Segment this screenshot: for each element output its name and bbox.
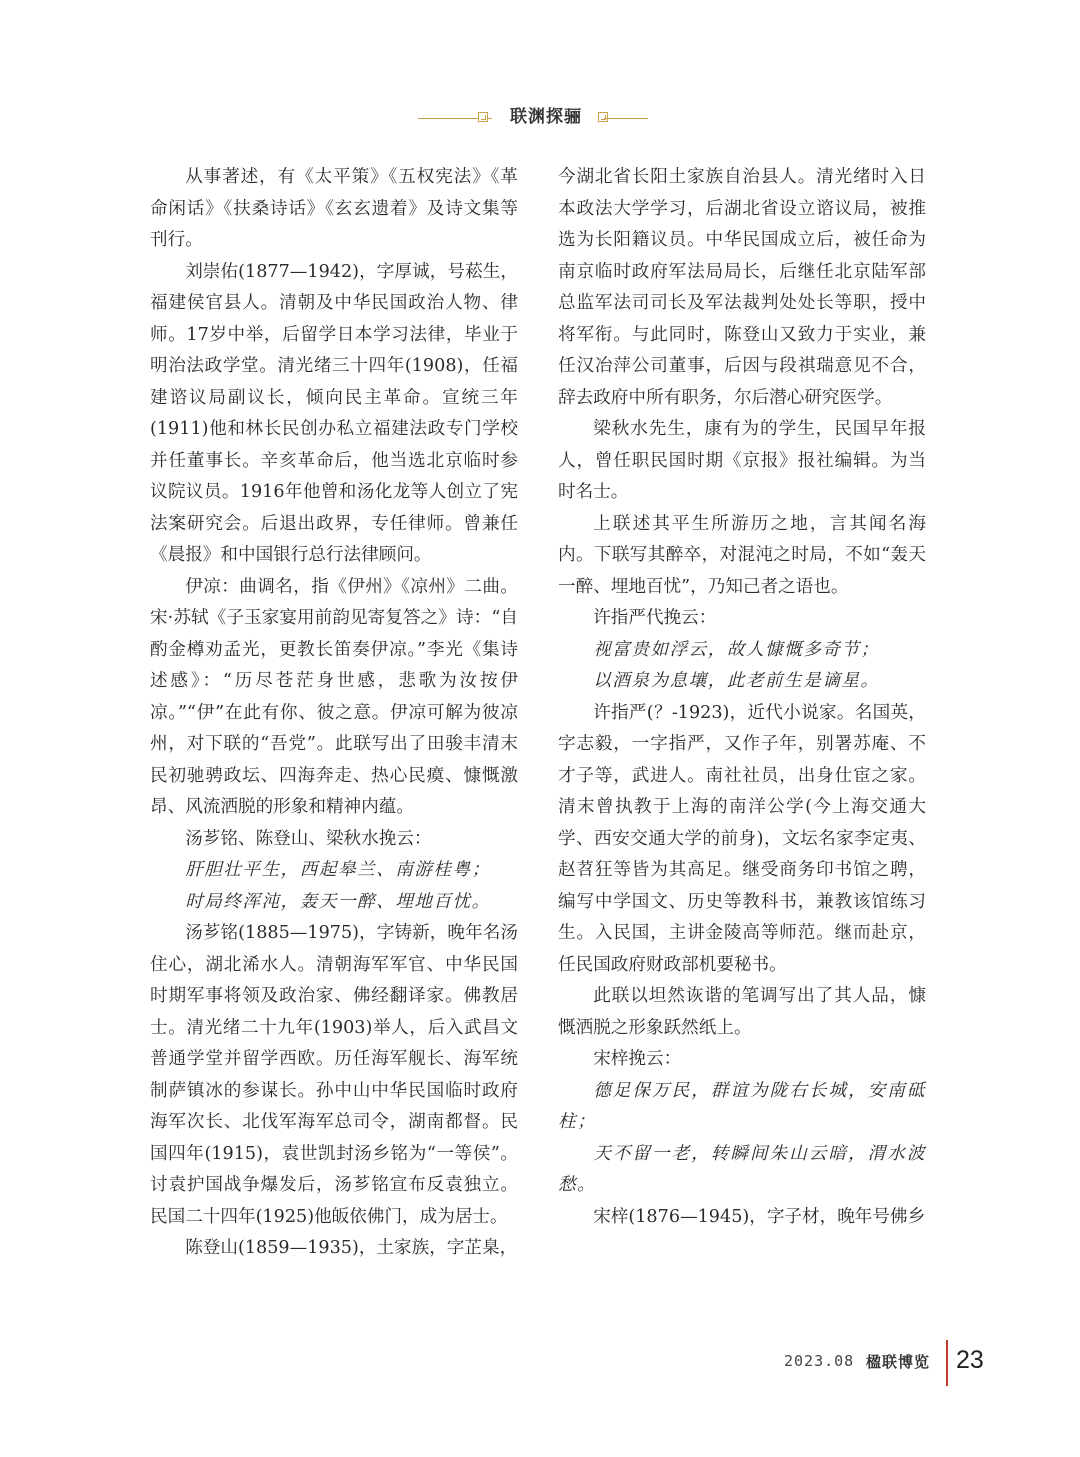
- header-ornament-left-icon: [478, 112, 488, 122]
- paragraph: 此联以坦然诙谐的笔调写出了其人品，慷慨洒脱之形象跃然纸上。: [558, 986, 926, 1038]
- paragraph: 伊凉：曲调名，指《伊州》《凉州》二曲。宋·苏轼《子玉家宴用前韵见寄复答之》诗：“自酌金樽劝孟光，更教长笛奏伊凉。”李光《集诗述感》：“历尽苍茫身世感，悲歌为汝按伊凉。”“伊”在此有你、彼之意。伊凉可解为彼凉州，对下联的“吾党”。此联写出了田骏丰清末民初驰骋政坛、四海奔走、热心民瘼、慷慨激昂、风流洒脱的形象和精神内蕴。: [150, 576, 518, 817]
- right-text-column: [558, 162, 926, 1233]
- paragraph: 汤芗铭(1885—1975)，字铸新，晚年名汤住心，湖北浠水人。清朝海军军官、中华民国时期军事将领及政治家、佛经翻译家。佛教居士。清光绪二十九年(1903)举人，后入武昌文普通学堂并留学西欧。历任海军舰长、海军统制萨镇冰的参谋长。孙中山中华民国临时政府海军次长、北伐军海军总司令，湖南都督。民国四年(1915)，袁世凯封汤乡铭为“一等侯”。讨袁护国战争爆发后，汤芗铭宣布反袁独立。民国二十四年(1925)他皈依佛门，成为居士。: [150, 923, 518, 1227]
- paragraph: 陈登山(1859—1935)，土家族，字芷臬，: [185, 1238, 518, 1258]
- paragraph: 梁秋水先生，康有为的学生，民国早年报人，曾任职民国时期《京报》报社编辑。为当时名士。: [558, 419, 926, 502]
- couplet-line: 视富贵如浮云，故人慷慨多奇节；: [593, 639, 880, 660]
- header-rule-right: [604, 118, 648, 119]
- paragraph: 汤芗铭、陈登山、梁秋水挽云：: [185, 828, 432, 849]
- paragraph: 许指严代挽云：: [593, 608, 717, 628]
- magazine-name: 楹联博览: [866, 1353, 931, 1371]
- couplet-line: 时局终浑沌，轰天一醉、埋地百忧。: [185, 891, 491, 912]
- header-ornament-right-icon: [598, 112, 608, 122]
- paragraph: 今湖北省长阳土家族自治县人。清光绪时入日本政法大学学习，后湖北省设立谘议局，被推选为长阳籍议员。中华民国成立后，被任命为南京临时政府军法局局长，后继任北京陆军部总监军法司司长及军法裁判处处长等职，授中将军衔。与此同时，陈登山又致力于实业，兼任汉冶萍公司董事，后因与段祺瑞意见不合，辞去政府中所有职务，尔后潜心研究医学。: [558, 167, 926, 408]
- section-title: 联渊探骊: [510, 107, 582, 127]
- issue-date: 2023.08: [784, 1352, 855, 1370]
- paragraph: 宋梓挽云：: [593, 1049, 682, 1069]
- couplet-line: 以酒泉为息壤，此老前生是谪星。: [593, 671, 880, 691]
- paragraph: 上联述其平生所游历之地，言其闻名海内。下联写其醉卒，对混沌之时局，不如“轰天一醉、埋地百忧”，乃知己者之语也。: [558, 513, 926, 597]
- page-footer: [0, 1340, 1080, 1390]
- section-header: [0, 100, 1080, 130]
- page-number: 23: [956, 1346, 984, 1374]
- footer-divider: [946, 1340, 948, 1386]
- paragraph: 刘崇佑(1877—1942)，字厚诚，号菘生，福建侯官县人。清朝及中华民国政治人物、律师。17岁中举，后留学日本学习法律，毕业于明治法政学堂。清光绪三十四年(1908)，任福建谘议局副议长，倾向民主革命。宣统三年(1911)他和林长民创办私立福建法政专门学校并任董事长。辛亥革命后，他当选北京临时参议院议员。1916年他曾和汤化龙等人创立了宪法案研究会。后退出政界，专任律师。曾兼任《晨报》和中国银行总行法律顾问。: [150, 261, 518, 565]
- left-text-column: [150, 162, 518, 1265]
- paragraph: 宋梓(1876—1945)，字子材，晚年号佛乡: [593, 1206, 926, 1227]
- couplet-line: 天不留一老，转瞬间朱山云暗，渭水波愁。: [558, 1143, 926, 1195]
- couplet-line: 德足保万民，群谊为陇右长城，安南砥柱；: [558, 1080, 926, 1132]
- paragraph: 从事著述，有《太平策》《五权宪法》《革命闲话》《扶桑诗话》《玄玄遗着》及诗文集等刊行。: [150, 167, 518, 250]
- couplet-line: 肝胆壮平生，西起皋兰、南游桂粤；: [185, 860, 491, 880]
- paragraph: 许指严(？-1923)，近代小说家。名国英，字志毅，一字指严，又作子年，别署苏庵、不才子等，武进人。南社社员，出身仕宦之家。清末曾执教于上海的南洋公学(今上海交通大学、西安交通大学的前身)，文坛名家李定夷、赵苕狂等皆为其高足。继受商务印书馆之聘，编写中学国文、历史等教科书，兼教该馆练习生。入民国，主讲金陵高等师范。继而赴京，任民国政府财政部机要秘书。: [558, 702, 926, 975]
